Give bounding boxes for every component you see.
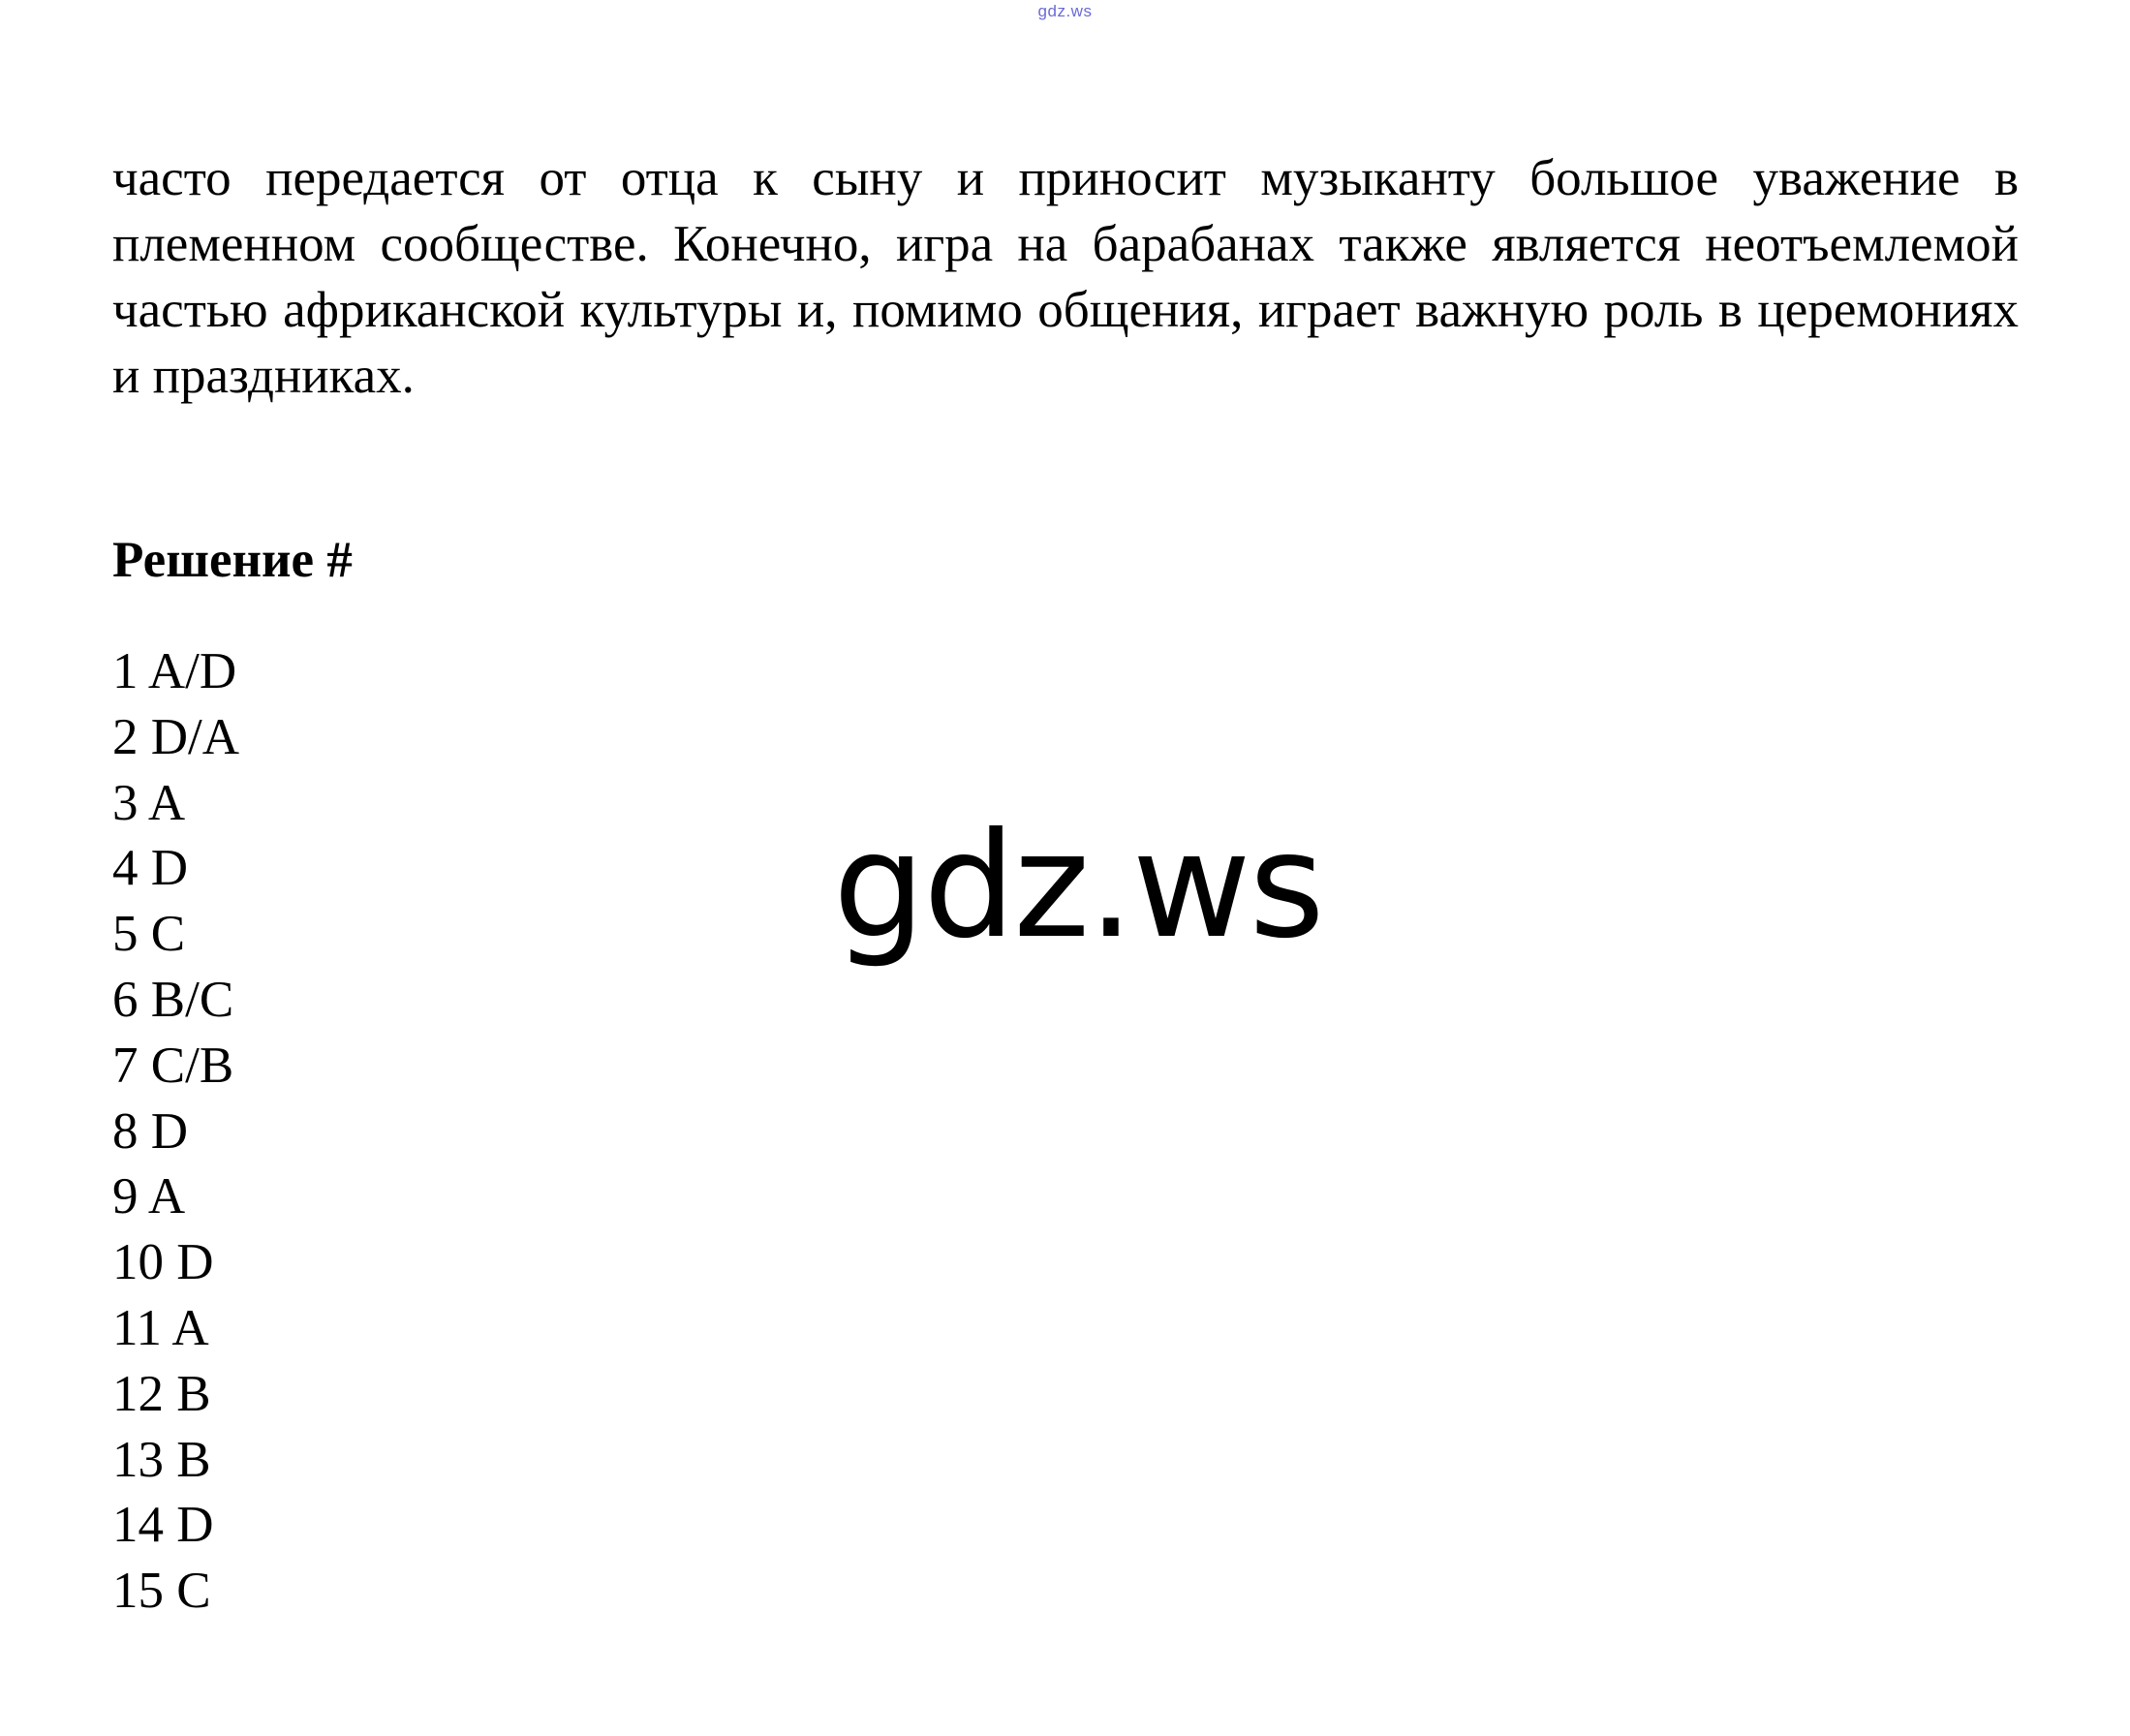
answer-item: 7 C/B	[112, 1037, 234, 1094]
site-link[interactable]: gdz.ws	[1037, 2, 1093, 20]
answer-item: 14 D	[112, 1497, 214, 1554]
answer-item: 12 B	[112, 1365, 211, 1422]
answer-item: 3 A	[112, 774, 186, 831]
answer-item: 2 D/A	[112, 708, 240, 765]
answer-item: 6 B/C	[112, 971, 234, 1028]
answer-item: 10 D	[112, 1234, 214, 1291]
answer-item: 13 B	[112, 1431, 211, 1488]
answer-item: 8 D	[112, 1102, 189, 1160]
answer-item: 15 C	[112, 1563, 211, 1620]
answer-item: 11 A	[112, 1299, 209, 1356]
answer-item: 1 A/D	[112, 643, 237, 699]
solution-heading: Решение #	[112, 532, 353, 588]
answer-item: 4 D	[112, 840, 189, 897]
answer-item: 9 A	[112, 1168, 186, 1225]
answer-list	[112, 639, 239, 1625]
watermark-logo: gdz.ws	[833, 802, 1323, 971]
answer-item: 5 C	[112, 906, 186, 963]
body-paragraph: часто передается от отца к сыну и приносит музыканту большое уважение в племенном сообществе. Конечно, игра на барабанах также является неотъемлемой частью африканской культуры и, помимо общения, играет важную роль в церемониях и праздниках.	[112, 150, 2019, 404]
